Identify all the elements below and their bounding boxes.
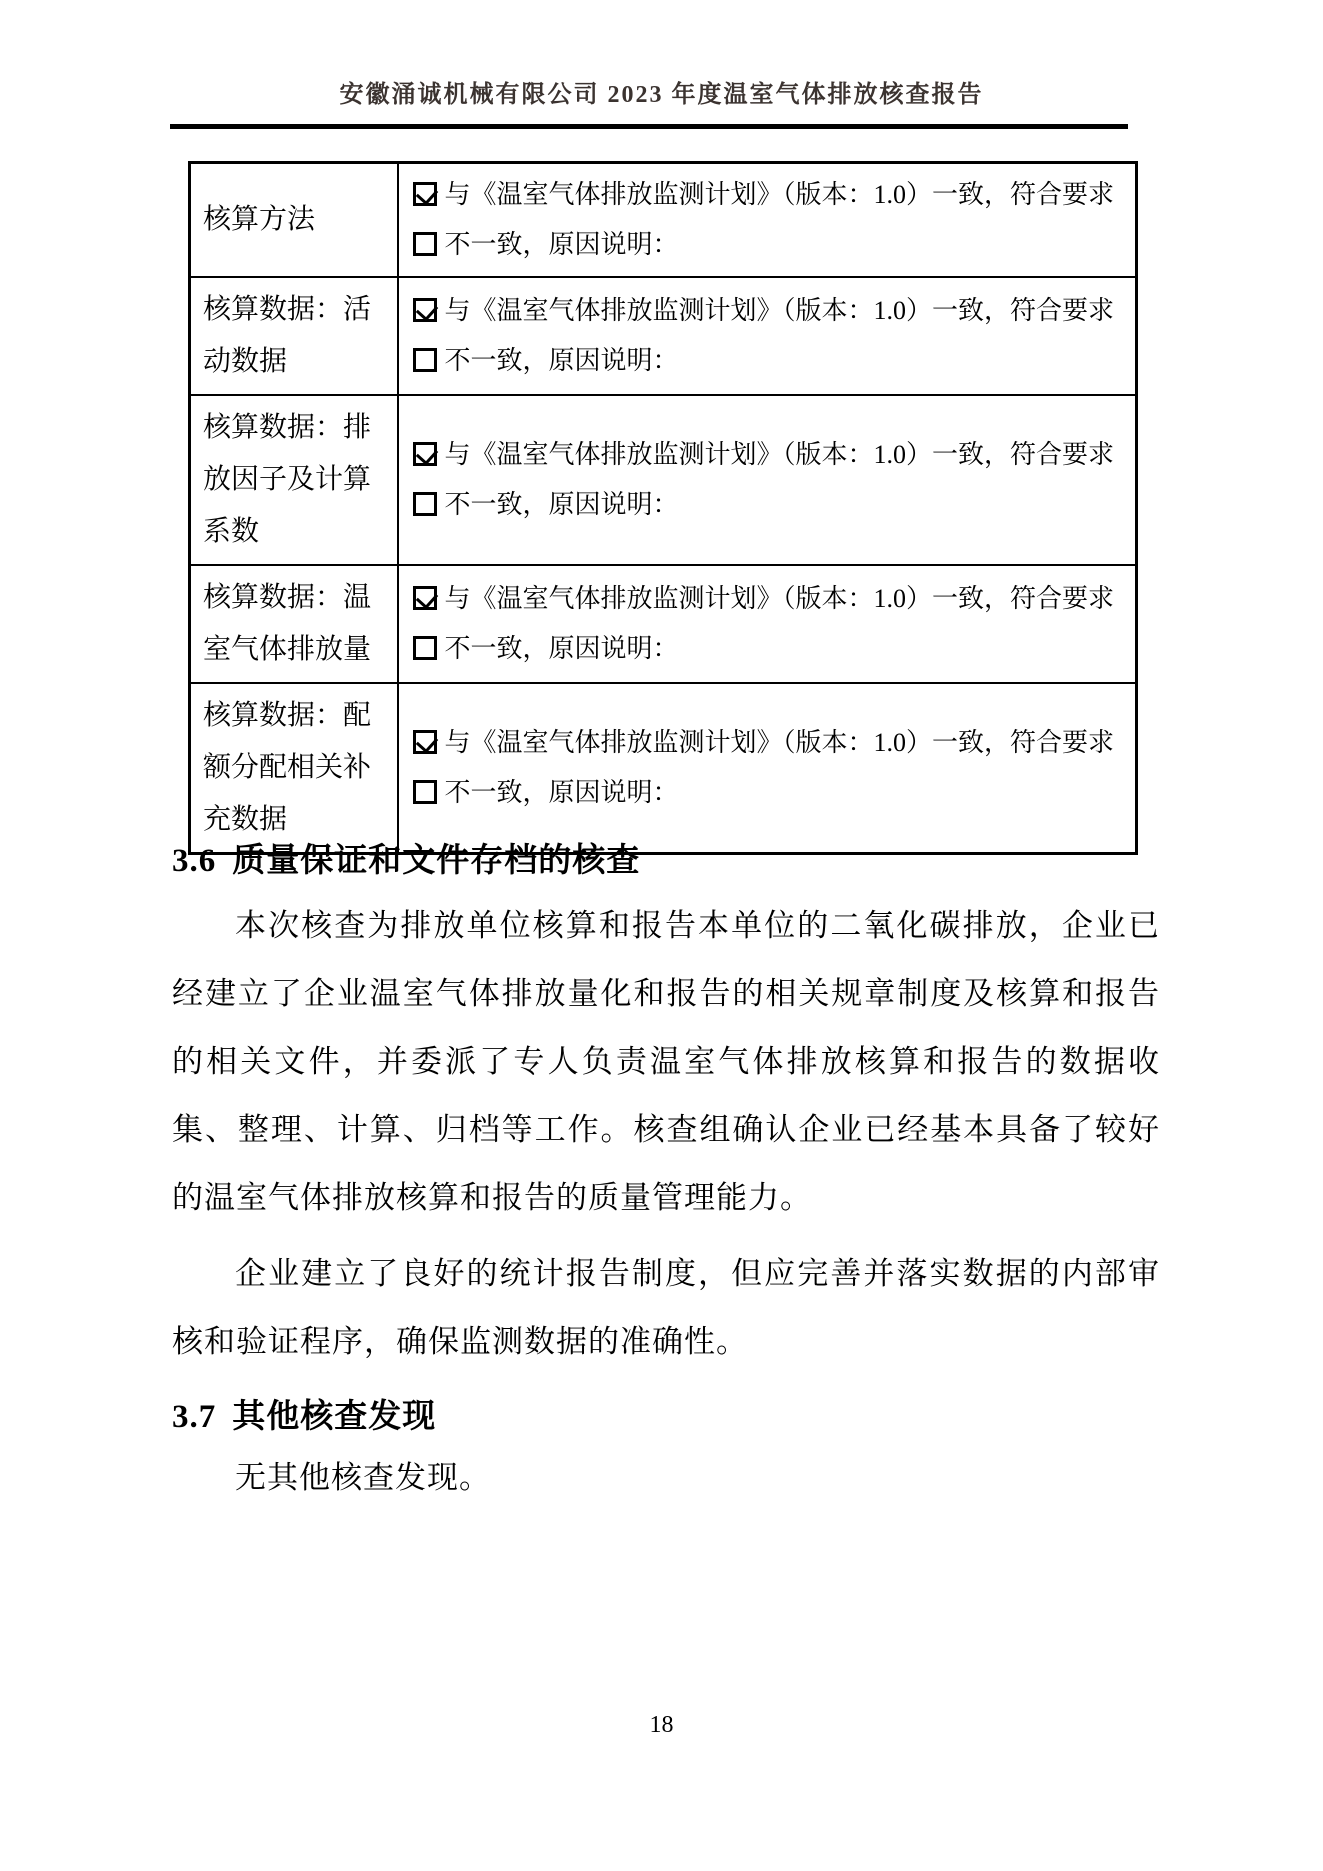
page-number: 18 bbox=[649, 1712, 674, 1738]
option-unchecked bbox=[413, 768, 1132, 818]
unchecked-checkbox-icon bbox=[413, 232, 437, 256]
option-unchecked-label: 不一致，原因说明： bbox=[444, 230, 679, 259]
paragraph-other-findings: 无其他核查发现。 bbox=[235, 1460, 491, 1495]
row-label: 核算数据：排放因子及计算系数 bbox=[203, 412, 372, 547]
option-unchecked bbox=[413, 220, 1132, 270]
option-checked-label: 与《温室气体排放监测计划》（版本：1.0）一致，符合要求 bbox=[444, 728, 1115, 757]
unchecked-checkbox-icon bbox=[413, 492, 437, 516]
option-unchecked-label: 不一致，原因说明： bbox=[444, 490, 679, 519]
table-row bbox=[190, 565, 1137, 683]
checked-checkbox-icon bbox=[413, 442, 437, 466]
checked-checkbox-icon bbox=[413, 586, 437, 610]
section-heading-3-7 bbox=[172, 1390, 436, 1437]
row-label: 核算数据：温室气体排放量 bbox=[203, 582, 372, 665]
table-row bbox=[190, 683, 1137, 854]
table-row bbox=[190, 163, 1137, 278]
table-row bbox=[190, 395, 1137, 565]
unchecked-checkbox-icon bbox=[413, 780, 437, 804]
paragraph-quality-assurance-2: 企业建立了良好的统计报告制度，但应完善并落实数据的内部审核和验证程序，确保监测数据的准确性。 bbox=[172, 1256, 1160, 1359]
table-row bbox=[190, 277, 1137, 395]
verification-table bbox=[188, 161, 1138, 855]
section-heading-3-6 bbox=[172, 834, 640, 881]
row-label: 核算数据：活动数据 bbox=[203, 294, 372, 377]
option-checked bbox=[413, 718, 1132, 768]
option-checked-label: 与《温室气体排放监测计划》（版本：1.0）一致，符合要求 bbox=[444, 440, 1115, 469]
unchecked-checkbox-icon bbox=[413, 636, 437, 660]
option-unchecked-label: 不一致，原因说明： bbox=[444, 346, 679, 375]
option-unchecked-label: 不一致，原因说明： bbox=[444, 778, 679, 807]
option-checked bbox=[413, 170, 1132, 220]
option-unchecked-label: 不一致，原因说明： bbox=[444, 634, 679, 663]
section-number: 3.6 bbox=[172, 843, 217, 879]
unchecked-checkbox-icon bbox=[413, 348, 437, 372]
checked-checkbox-icon bbox=[413, 730, 437, 754]
section-number: 3.7 bbox=[172, 1399, 217, 1435]
option-unchecked bbox=[413, 624, 1132, 674]
option-checked-label: 与《温室气体排放监测计划》（版本：1.0）一致，符合要求 bbox=[444, 296, 1115, 325]
checked-checkbox-icon bbox=[413, 298, 437, 322]
row-label: 核算数据：配额分配相关补充数据 bbox=[203, 700, 372, 835]
option-unchecked bbox=[413, 480, 1132, 530]
checked-checkbox-icon bbox=[413, 182, 437, 206]
row-label: 核算方法 bbox=[203, 204, 316, 235]
option-checked bbox=[413, 430, 1132, 480]
option-checked bbox=[413, 574, 1132, 624]
option-checked-label: 与《温室气体排放监测计划》（版本：1.0）一致，符合要求 bbox=[444, 180, 1115, 209]
section-title: 质量保证和文件存档的核查 bbox=[232, 843, 641, 879]
option-checked-label: 与《温室气体排放监测计划》（版本：1.0）一致，符合要求 bbox=[444, 584, 1115, 613]
page-header-title: 安徽涌诚机械有限公司 2023 年度温室气体排放核查报告 bbox=[339, 82, 984, 108]
section-title: 其他核查发现 bbox=[232, 1399, 437, 1435]
option-checked bbox=[413, 286, 1132, 336]
option-unchecked bbox=[413, 336, 1132, 386]
header-divider bbox=[170, 124, 1128, 129]
paragraph-quality-assurance-1: 本次核查为排放单位核算和报告本单位的二氧化碳排放，企业已经建立了企业温室气体排放量化和报告的相关规章制度及核算和报告的相关文件，并委派了专人负责温室气体排放核算和报告的数据收集、整理、计算、归档等工作。核查组确认企业已经基本具备了较好的温室气体排放核算和报告的质量管理能力。 bbox=[172, 908, 1160, 1215]
